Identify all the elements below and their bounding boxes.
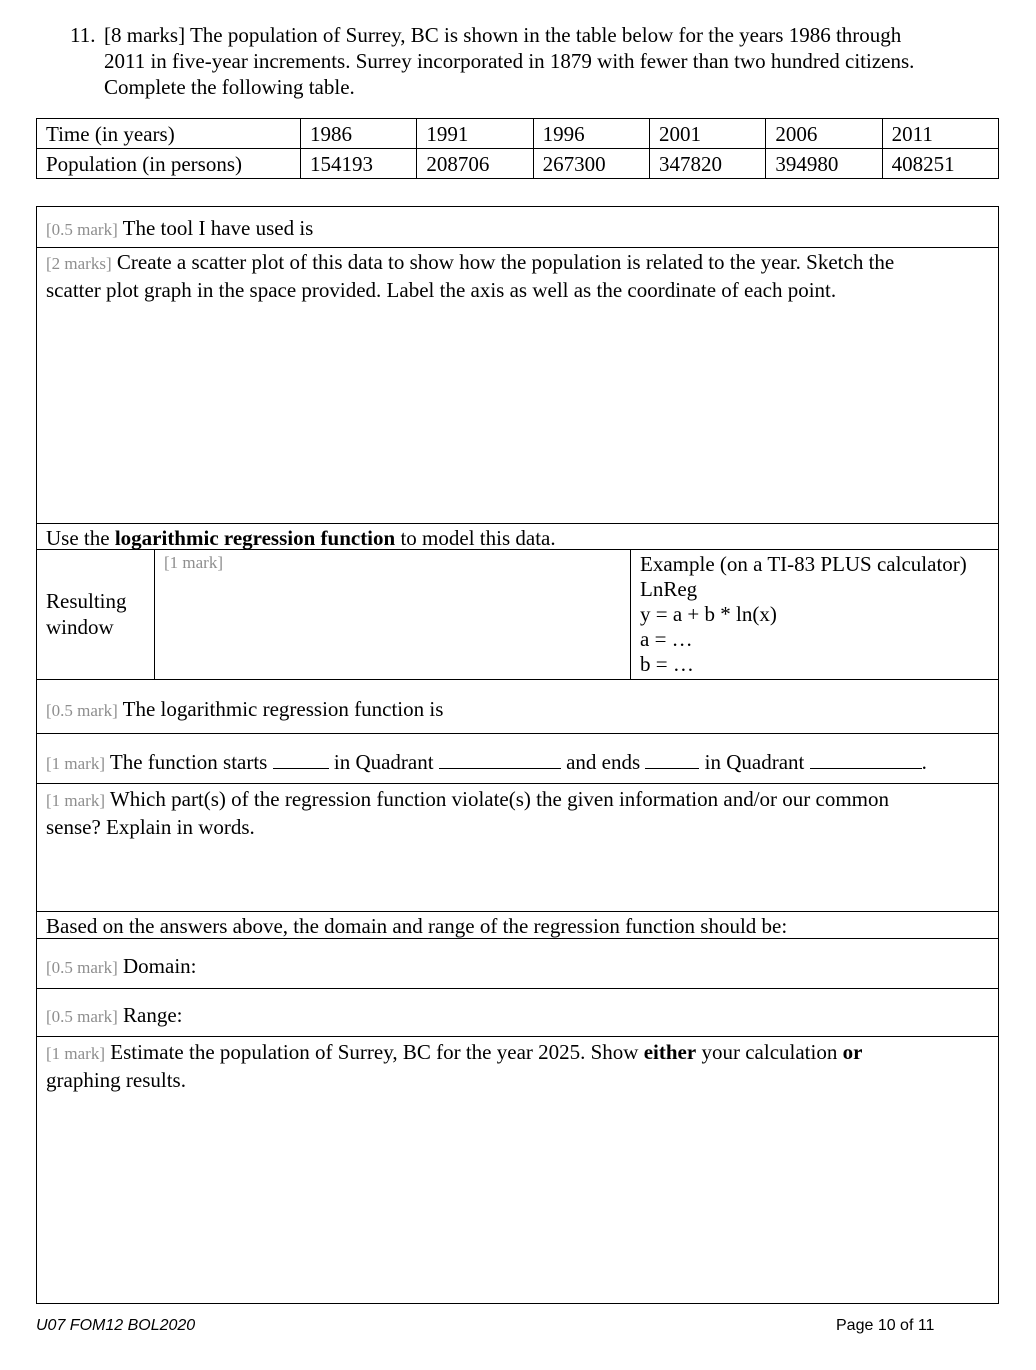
starts-blank[interactable] (273, 748, 329, 769)
resulting-label-1: Resulting (46, 589, 127, 613)
answer-box (36, 206, 999, 1304)
violate-text-1: Which part(s) of the regression function violate(s) the given information and/or our common (109, 787, 890, 811)
calculator-example (640, 552, 998, 677)
estimate-row[interactable] (37, 1036, 998, 1304)
population-cell: 347820 (649, 149, 765, 179)
scatter-text-2: scatter plot graph in the space provided. Label the axis as well as the coordinate of each point. (46, 278, 837, 302)
estimate-text-1: Estimate the population of Surrey, BC for the year 2025. Show (110, 1040, 644, 1064)
population-table (36, 118, 999, 179)
resulting-window-mark: [1 mark] (164, 553, 224, 572)
year-cell: 2006 (766, 119, 882, 149)
example-line-1: LnReg (640, 577, 698, 601)
domain-mark: [0.5 mark] (46, 958, 118, 977)
population-cell: 208706 (417, 149, 533, 179)
range-mark: [0.5 mark] (46, 1007, 118, 1026)
resulting-label-2: window (46, 615, 114, 639)
population-cell: 154193 (301, 149, 417, 179)
footer-course-code: U07 FOM12 BOL2020 (36, 1317, 196, 1334)
question-header (70, 22, 1000, 100)
question-text-1: The population of Surrey, BC is shown in the table below for the years 1986 through (189, 23, 902, 47)
estimate-text-3: graphing results. (46, 1068, 186, 1092)
function-text: The logarithmic regression function is (122, 697, 444, 721)
domain-text: Domain: (123, 954, 197, 978)
table-row (37, 119, 999, 149)
population-cell: 267300 (533, 149, 649, 179)
quadrant-text-2: in Quadrant (333, 750, 434, 774)
scatter-plot-area[interactable] (37, 247, 998, 524)
tool-text: The tool I have used is (122, 216, 314, 240)
question-marks: [8 marks] (104, 23, 186, 47)
quadrant-text-3: and ends (566, 750, 641, 774)
range-text: Range: (123, 1003, 183, 1027)
tool-mark: [0.5 mark] (46, 220, 118, 239)
regression-function-row[interactable] (37, 679, 998, 734)
regression-intro-row (37, 523, 998, 550)
estimate-bold-2: or (842, 1040, 863, 1064)
end-quadrant-blank[interactable] (810, 748, 922, 769)
question-text-3: Complete the following table. (104, 75, 355, 99)
footer-page-number: Page 10 of 11 (836, 1317, 935, 1334)
range-row[interactable] (37, 988, 998, 1037)
example-line-2: y = a + b * ln(x) (640, 602, 777, 626)
year-cell: 1991 (417, 119, 533, 149)
quadrant-text-1: The function starts (109, 750, 268, 774)
estimate-bold-1: either (643, 1040, 697, 1064)
row-label-population: Population (in persons) (37, 149, 301, 179)
violate-mark: [1 mark] (46, 791, 106, 810)
year-cell: 1996 (533, 119, 649, 149)
tool-row[interactable] (37, 207, 998, 247)
domain-row[interactable] (37, 938, 998, 989)
regression-intro-prefix: Use the (46, 526, 115, 550)
regression-intro-suffix: to model this data. (395, 526, 556, 550)
row-label-time: Time (in years) (37, 119, 301, 149)
scatter-text-1: Create a scatter plot of this data to show how the population is related to the year. Sketch the (116, 250, 895, 274)
ends-blank[interactable] (645, 748, 699, 769)
estimate-mark: [1 mark] (46, 1044, 106, 1063)
quadrant-text-4: in Quadrant (704, 750, 805, 774)
quadrant-row (37, 733, 998, 784)
start-quadrant-blank[interactable] (439, 748, 561, 769)
table-row (37, 149, 999, 179)
resulting-window-answer[interactable] (155, 550, 631, 680)
population-cell: 394980 (766, 149, 882, 179)
domain-range-intro-row (37, 911, 998, 939)
quadrant-end: . (921, 750, 927, 774)
estimate-text-2: your calculation (696, 1040, 843, 1064)
resulting-window-label (37, 550, 155, 680)
violate-row[interactable] (37, 783, 998, 912)
violate-text-2: sense? Explain in words. (46, 815, 255, 839)
year-cell: 2011 (882, 119, 998, 149)
year-cell: 1986 (301, 119, 417, 149)
quadrant-mark: [1 mark] (46, 754, 106, 773)
function-mark: [0.5 mark] (46, 701, 118, 720)
population-cell: 408251 (882, 149, 998, 179)
resulting-window-row (37, 549, 998, 680)
example-line-4: b = … (640, 652, 694, 676)
example-title: Example (on a TI-83 PLUS calculator) (640, 552, 967, 576)
domain-range-intro: Based on the answers above, the domain and range of the regression function should be: (46, 914, 788, 938)
regression-intro-bold: logarithmic regression function (114, 526, 396, 550)
question-number: 11. (70, 23, 96, 47)
question-text-2: 2011 in five-year increments. Surrey incorporated in 1879 with fewer than two hundred citizens. (104, 49, 915, 73)
year-cell: 2001 (649, 119, 765, 149)
example-line-3: a = … (640, 627, 693, 651)
scatter-mark: [2 marks] (46, 254, 112, 273)
